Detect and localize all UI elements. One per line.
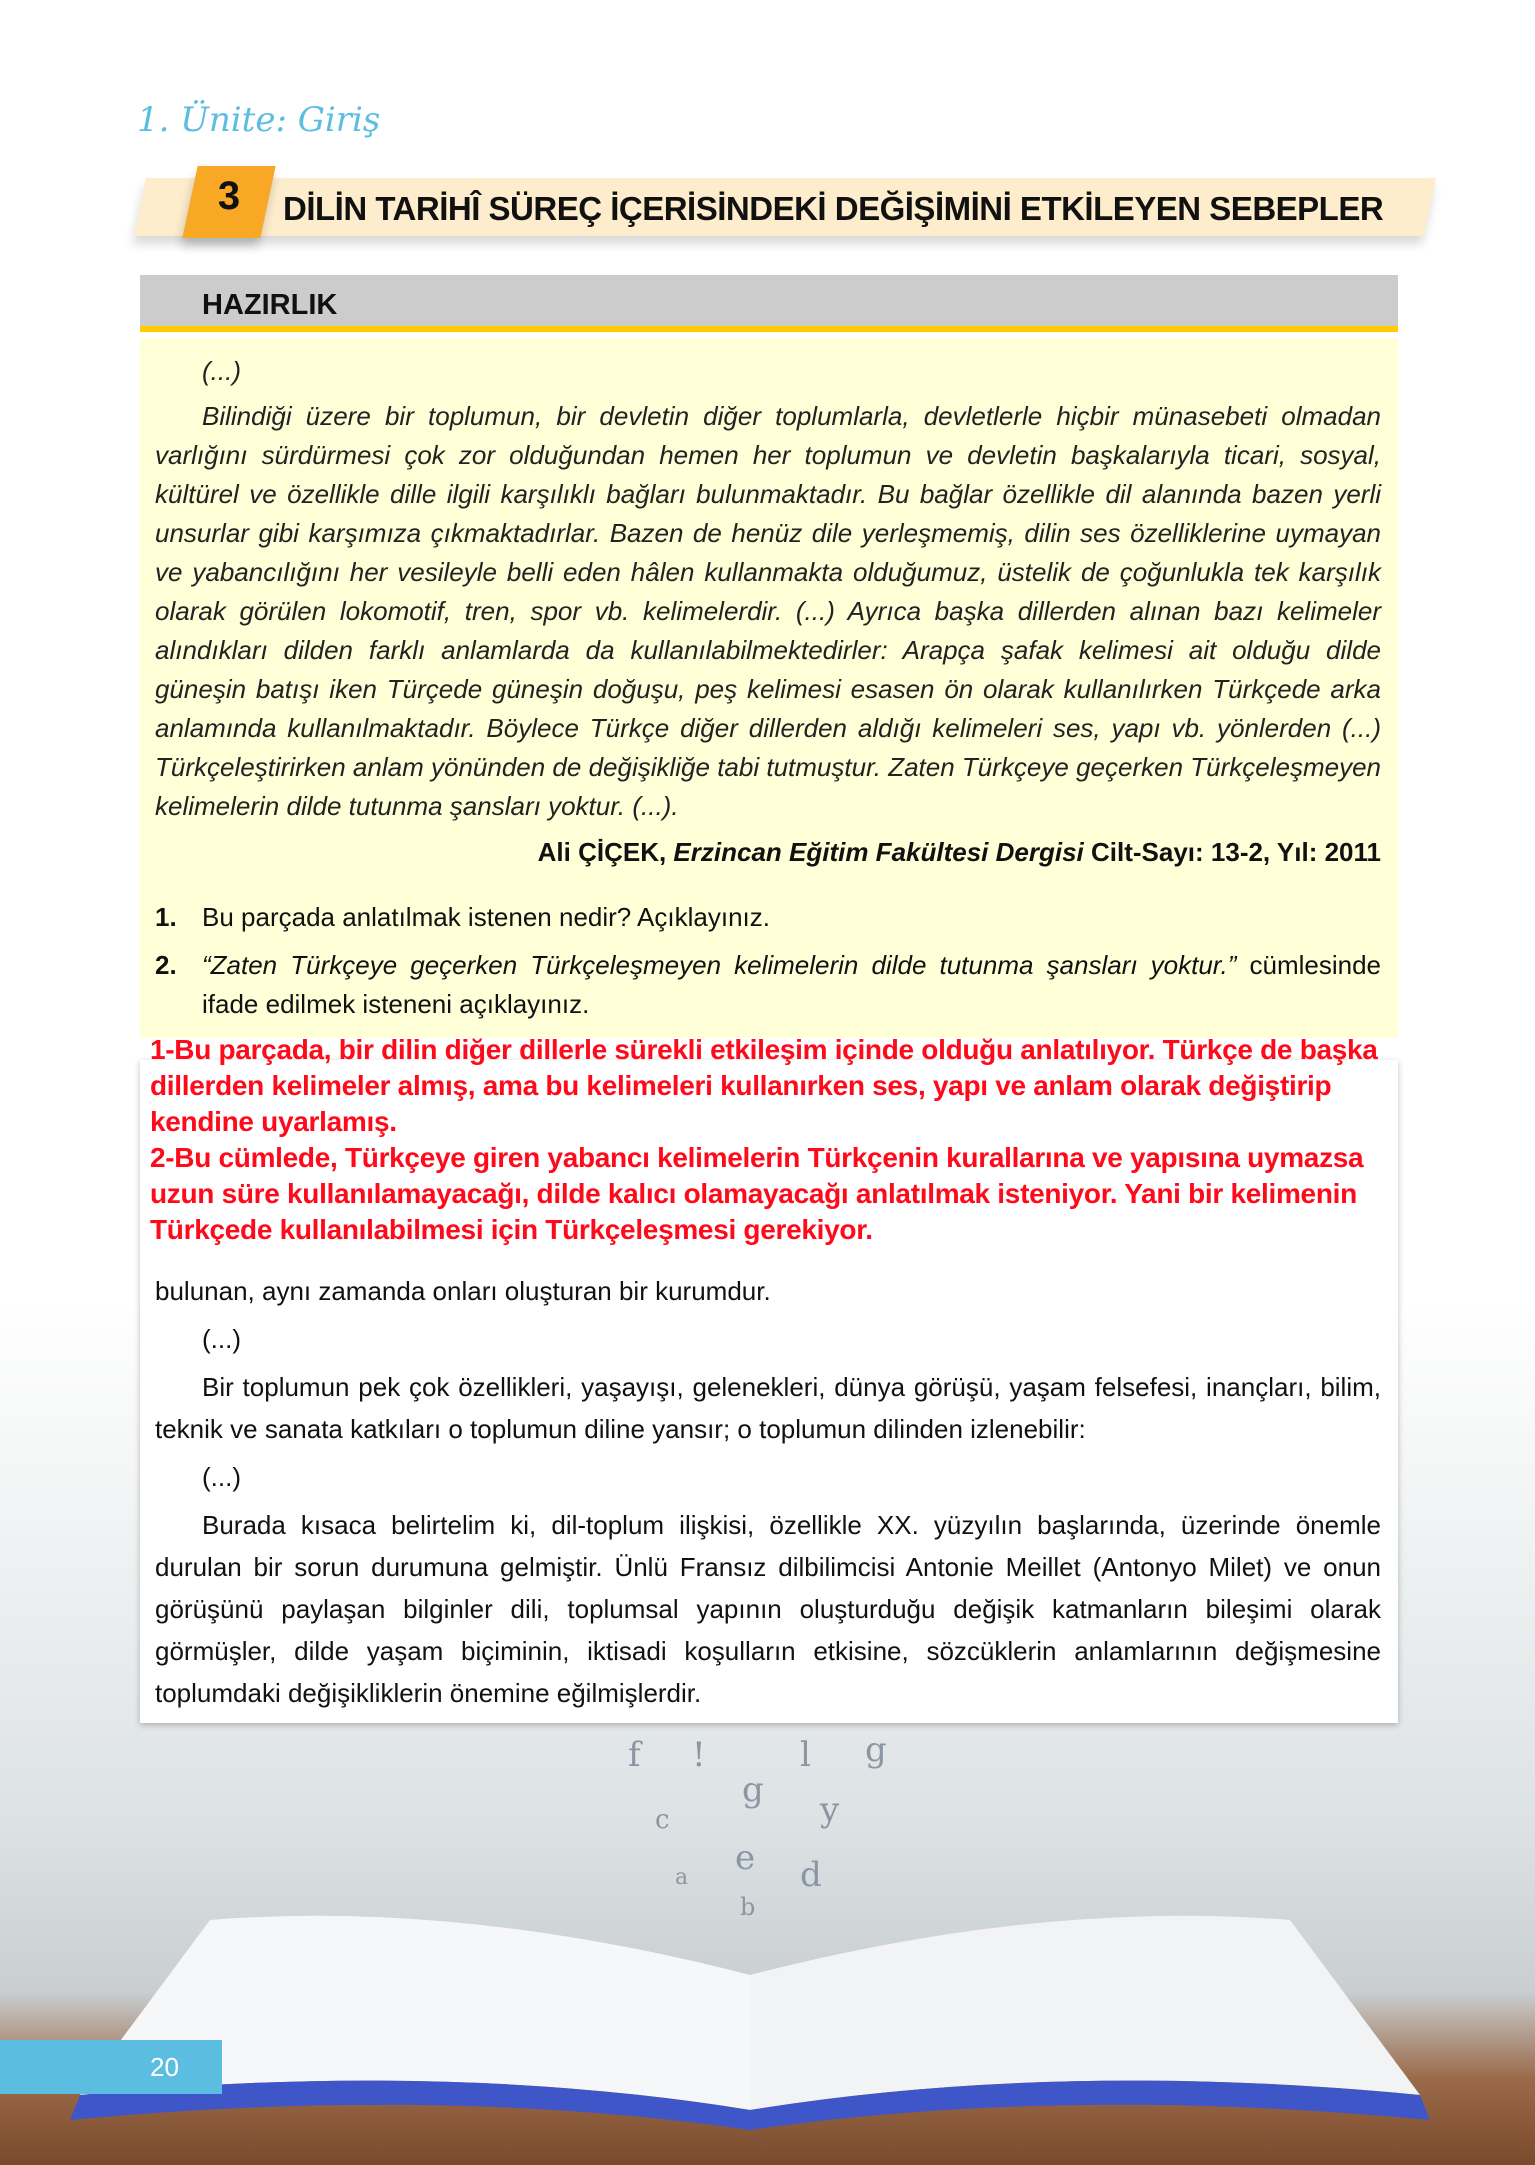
question-2 [155, 946, 1381, 1024]
question-number: 1. [155, 902, 177, 932]
section-number: 3 [217, 174, 241, 218]
letter: b [740, 1893, 756, 1921]
letter: f [628, 1735, 641, 1775]
question-number: 2. [155, 950, 177, 980]
page-number: 20 [150, 2052, 179, 2082]
ellipsis: (...) [202, 1462, 241, 1492]
reading-p1: Bir toplumun pek çok özellikleri, yaşayışı, gelenekleri, dünya görüşü, yaşam felsefesi, inançları, bilim, teknik ve sanata katkıları o toplumun diline yansır; o toplumun dilinden izlenebilir: [155, 1372, 1381, 1444]
open-book-illustration [60, 1880, 1440, 2130]
letter: a [675, 1865, 689, 1890]
source-details: Cilt-Sayı: 13-2, Yıl: 2011 [1083, 837, 1381, 867]
letter: ! [692, 1735, 706, 1775]
source-journal: Erzincan Eğitim Fakültesi Dergisi [673, 837, 1084, 867]
letter: e [735, 1838, 756, 1878]
reading-p0: bulunan, aynı zamanda onları oluşturan bir kurumdur. [155, 1276, 771, 1306]
reading-p2: Burada kısaca belirtelim ki, dil-toplum ilişkisi, özellikle XX. yüzyılın başlarında, üzerinde önemle durulan bir sorun durumuna gelmiştir. Ünlü Fransız dilbilimcisi Antonie Meillet (Antonyo Milet) ve onun görüşünü paylaşan bilginler dili, toplumsal yapının oluşturduğu değişik katmanların bileşimi olarak görmüşler, dilde yaşam biçiminin, iktisadi koşulların etkisine, sözcüklerin anlamlarının değişmesine toplumdaki değişikliklerin önemine eğilmişlerdir. [155, 1510, 1381, 1708]
unit-title: 1. Ünite: Giriş [137, 100, 381, 140]
passage: Bilindiği üzere bir toplumun, bir devletin diğer toplumlarla, devletlerle hiçbir münasebeti olmadan varlığını sürdürmesi çok zor olduğundan hemen her toplumun ve devletin başkalarıyla ticari, sosyal, kültürel ve özellikle dille ilgili karşılıklı bağları bulunmaktadır. Bu bağlar özellikle dil alanında bazen yerli unsurlar gibi karşımıza çıkmaktadırlar. Bazen de henüz dile yerleşmemiş, dilin ses özelliklerine uymayan ve yabancılığını her vesileyle belli eden hâlen kullanmakta olduğumuz, üstelik de çoğunlukla tek karşılık olarak görülen lokomotif, tren, spor vb. kelimelerdir. (...) Ayrıca başka dillerden alınan bazı kelimeler alındıkları dilden farklı anlamlarda da kullanılabilmektedirler: Arapça şafak kelimesi ait olduğu dilde güneşin batışı iken Türçede güneşin doğuşu, peş kelimesi esasen ön olarak kullanılırken Türkçede arka anlamında kullanılmaktadır. Böylece Türkçe diğer dillerden aldığı kelimeleri ses, yapı vb. yönlerden (...) Türkçeleştirirken anlam yönünden de değişikliğe tabi tutmuştur. Zaten Türkçeye geçerken Türkçeleşmeyen kelimelerin dilde tutunma şansları yoktur. (...). [155, 401, 1381, 821]
hazirlik-heading: HAZIRLIK [202, 289, 338, 321]
reading-text [155, 1270, 1381, 1714]
letter: d [800, 1855, 822, 1895]
answers [150, 1032, 1390, 1248]
source-citation [155, 833, 1381, 872]
letter: y [820, 1790, 840, 1830]
question-text: Bu parçada anlatılmak istenen nedir? Açıklayınız. [202, 902, 770, 932]
question-text: cümlesinde ifade edilmek isteneni açıklayınız. [202, 950, 1381, 1019]
letter: g [865, 1730, 887, 1770]
source-author: Ali ÇİÇEK, [537, 837, 674, 867]
page-number-tab [0, 2040, 222, 2094]
question-quote: “Zaten Türkçeye geçerken Türkçeleşmeyen kelimelerin dilde tutunma şansları yoktur.” [202, 950, 1237, 980]
question-1 [155, 898, 1381, 937]
letter: g [742, 1770, 764, 1810]
hazirlik-header [140, 275, 1398, 332]
section-title: DİLİN TARİHÎ SÜREÇ İÇERİSİNDEKİ DEĞİŞİMİNİ ETKİLEYEN SEBEPLER [283, 190, 1384, 227]
ellipsis: (...) [202, 356, 241, 386]
letter: c [655, 1805, 670, 1835]
ellipsis: (...) [202, 1324, 241, 1354]
answer-1: 1-Bu parçada, bir dilin diğer dillerle sürekli etkileşim içinde olduğu anlatılıyor. Türkçe de başka dillerden kelimeler almış, ama bu kelimeleri kullanırken ses, yapı ve anlam olarak değiştirip kendine uyarlamış. [150, 1034, 1378, 1137]
letter: l [800, 1735, 811, 1775]
answer-2: 2-Bu cümlede, Türkçeye giren yabancı kelimelerin Türkçenin kurallarına ve yapısına uymazsa uzun süre kullanılamayacağı, dilde kalıcı olamayacağı anlatılmak isteniyor. Yani bir kelimenin Türkçede kullanılabilmesi için Türkçeleşmesi gerekiyor. [150, 1142, 1364, 1245]
